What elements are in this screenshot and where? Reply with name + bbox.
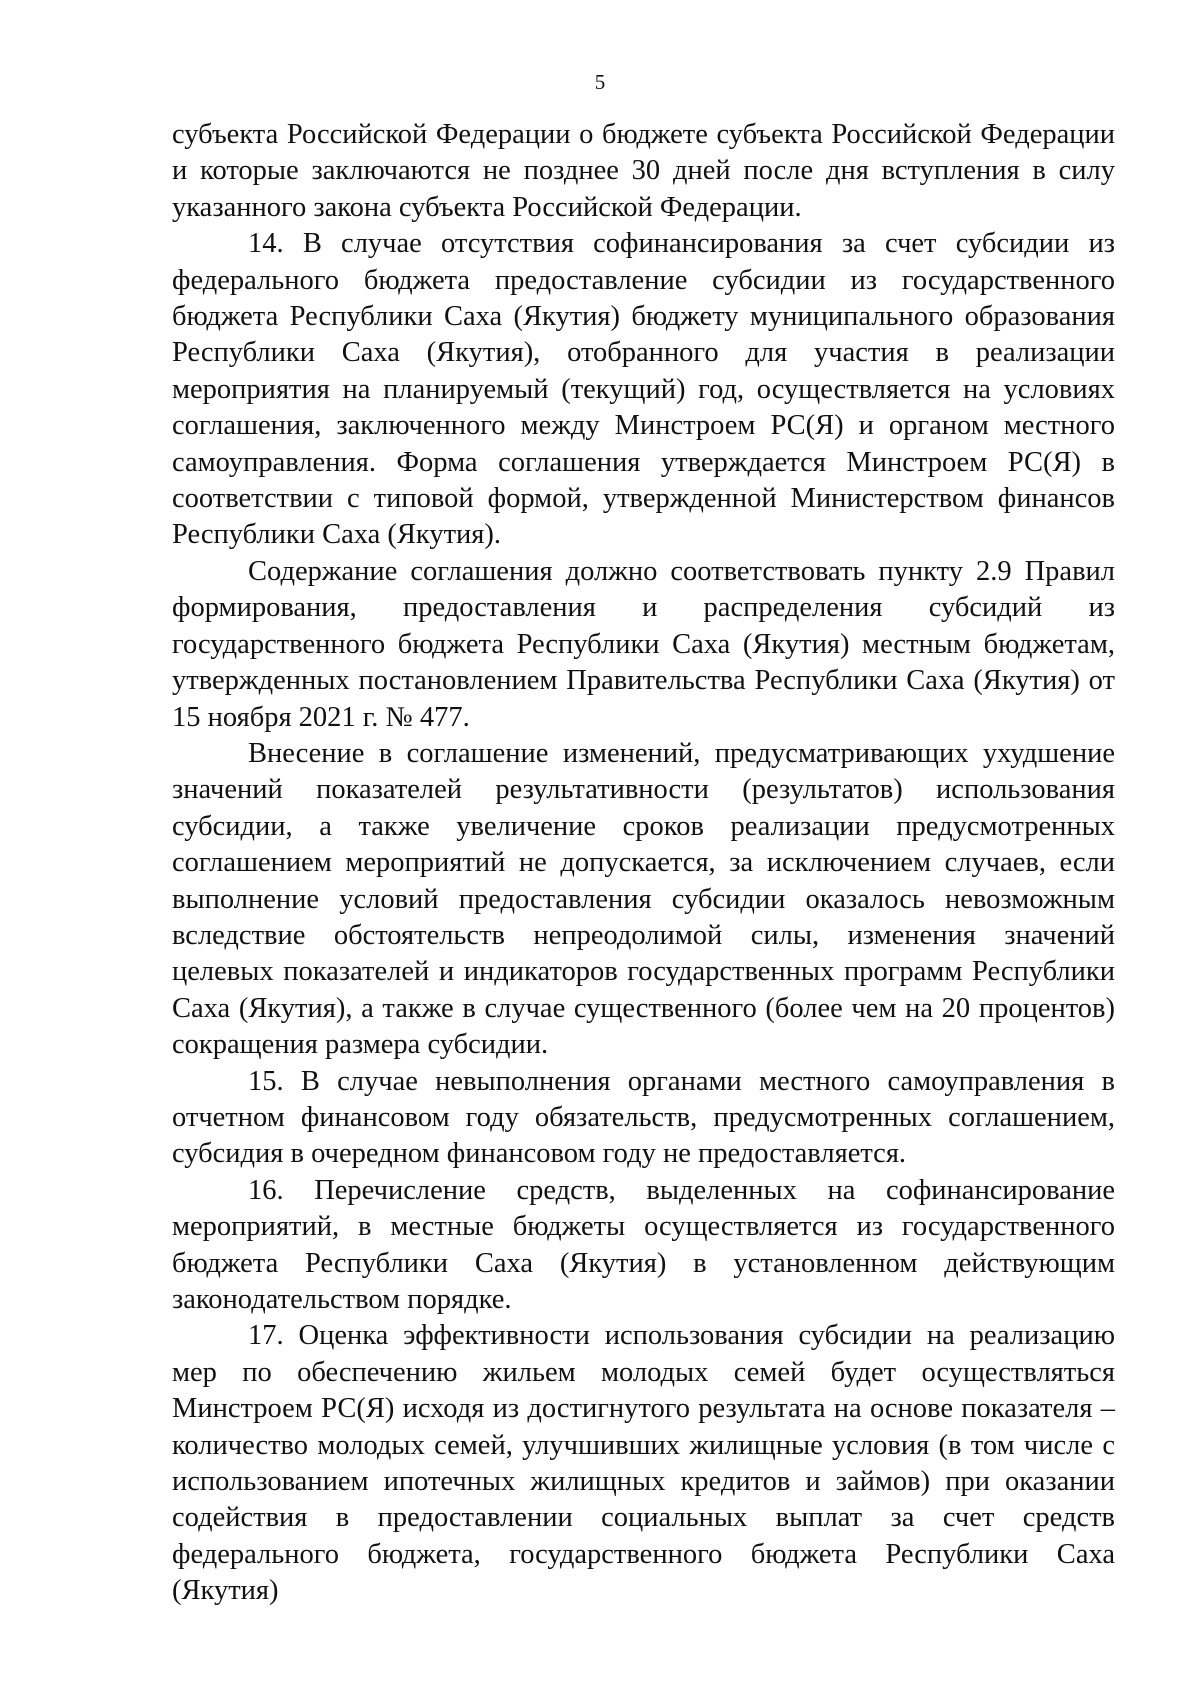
page-number: 5 — [594, 70, 606, 94]
paragraph-agreement-changes: Внесение в соглашение изменений, предусматривающих ухудшение значений показателей результативности (результатов) использования субсидии, а также увеличение сроков реализации предусмотренных соглашением мероприятий не допускается, за исключением случаев, если выполнение условий предоставления субсидии оказалось невозможным вследствие обстоятельств непреодолимой силы, изменения значений целевых показателей и индикаторов государственных программ Республики Саха (Якутия), а также в случае существенного (более чем на 20 процентов) сокращения размера субсидии. — [172, 737, 1115, 1061]
paragraph-item-16: 16. Перечисление средств, выделенных на софинансирование мероприятий, в местные бюджеты осуществляется из государственного бюджета Республики Саха (Якутия) в установленном действующим законодательством порядке. — [172, 1174, 1115, 1315]
document-body — [172, 117, 1115, 1610]
paragraph-agreement-content: Содержание соглашения должно соответствовать пункту 2.9 Правил формирования, предоставления и распределения субсидий из государственного бюджета Республики Саха (Якутия) местным бюджетам, утвержденных постановлением Правительства Республики Саха (Якутия) от 15 ноября 2021 г. № 477. — [172, 555, 1115, 733]
paragraph-item-14: 14. В случае отсутствия софинансирования за счет субсидии из федерального бюджета предоставление субсидии из государственного бюджета Республики Саха (Якутия) бюджету муниципального образования Республики Саха (Якутия), отобранного для участия в реализации мероприятия на планируемый (текущий) год, осуществляется на условиях соглашения, заключенного между Минстроем РС(Я) и органом местного самоуправления. Форма соглашения утверждается Минстроем РС(Я) в соответствии с типовой формой, утвержденной Министерством финансов Республики Саха (Якутия). — [172, 228, 1115, 551]
paragraph-continuation: субъекта Российской Федерации о бюджете субъекта Российской Федерации и которые заключаются не позднее 30 дней после дня вступления в силу указанного закона субъекта Российской Федерации. — [172, 119, 1115, 223]
paragraph-item-15: 15. В случае невыполнения органами местного самоуправления в отчетном финансовом году обязательств, предусмотренных соглашением, субсидия в очередном финансовом году не предоставляется. — [172, 1065, 1115, 1170]
paragraph-item-17: 17. Оценка эффективности использования субсидии на реализацию мер по обеспечению жильем молодых семей будет осуществляться Минстроем РС(Я) исходя из достигнутого результата на основе показателя – количество молодых семей, улучшивших жилищные условия (в том числе с использованием ипотечных жилищных кредитов и займов) при оказании содействия в предоставлении социальных выплат за счет средств федерального бюджета, государственного бюджета Республики Саха (Якутия) — [172, 1320, 1115, 1607]
